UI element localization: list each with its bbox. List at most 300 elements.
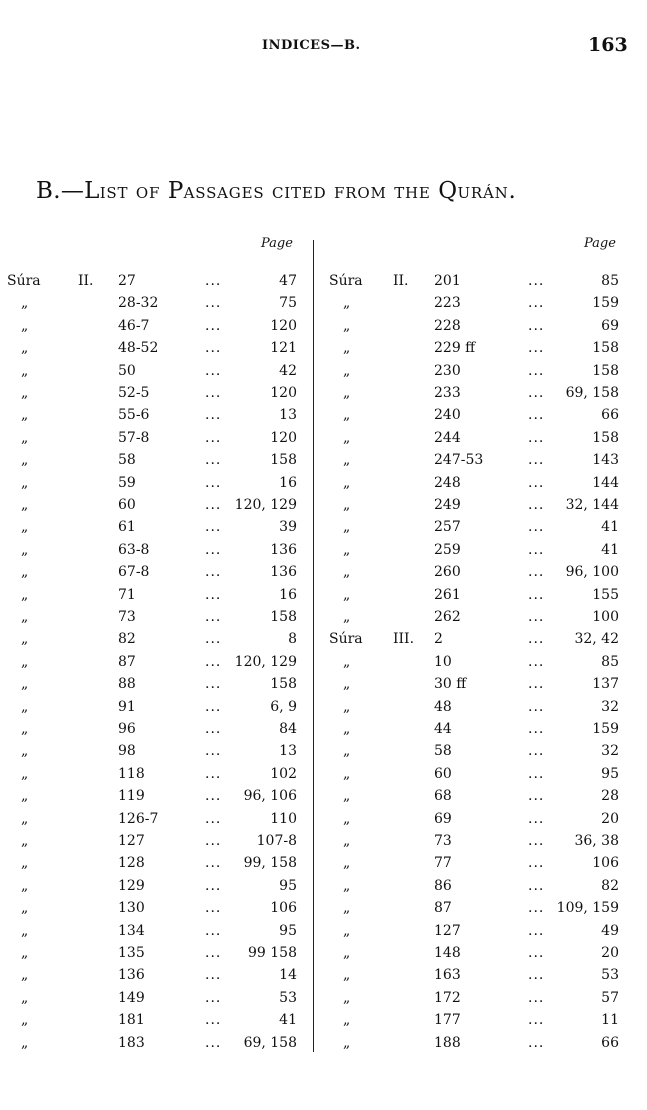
verse-ref: 177 (434, 1012, 461, 1029)
sura-label: „ (21, 788, 29, 805)
sura-label: „ (343, 1012, 351, 1029)
verse-ref: 10 (434, 653, 452, 670)
sura-label: „ (343, 407, 351, 424)
sura-label: „ (343, 900, 351, 917)
page-ref: 53 (601, 967, 619, 984)
sura-label: „ (21, 721, 29, 737)
leader-dots: ... (205, 1034, 222, 1051)
verse-ref: 60 (434, 765, 452, 782)
verse-ref: 87 (434, 900, 452, 917)
page-ref: 53 (279, 989, 297, 1006)
verse-ref: 55-6 (118, 407, 150, 424)
sura-label: „ (21, 1034, 29, 1051)
leader-dots: ... (528, 765, 545, 782)
page-ref: 11 (601, 1012, 619, 1029)
sura-label: „ (343, 833, 351, 849)
leader-dots: ... (528, 452, 545, 469)
leader-dots: ... (528, 340, 545, 357)
verse-ref: 229 ff (434, 340, 476, 357)
leader-dots: ... (205, 631, 222, 648)
page-ref: 16 (279, 474, 297, 491)
leader-dots: ... (205, 519, 222, 536)
sura-label: „ (21, 497, 29, 513)
verse-ref: 126-7 (118, 810, 159, 827)
sura-label: „ (343, 855, 351, 872)
sura-label: „ (343, 586, 351, 603)
page-ref: 82 (601, 877, 619, 894)
index-row (0, 852, 647, 874)
sura-label: „ (343, 340, 351, 357)
page-ref: 95 (279, 922, 297, 939)
sura-label: „ (343, 295, 351, 312)
leader-dots: ... (205, 474, 222, 491)
page-ref: 6, 9 (270, 698, 297, 715)
verse-ref: 128 (118, 855, 145, 872)
page-ref: 85 (601, 273, 619, 289)
sura-label: „ (21, 900, 29, 917)
verse-ref: 73 (118, 609, 136, 625)
index-row (0, 606, 647, 628)
page-ref: 136 (270, 541, 297, 558)
page-ref: 96, 100 (565, 564, 619, 581)
verse-ref: 135 (118, 945, 145, 961)
sura-label: „ (343, 541, 351, 558)
verse-ref: 201 (434, 273, 461, 289)
leader-dots: ... (528, 989, 545, 1006)
verse-ref: 98 (118, 743, 136, 760)
page-ref: 106 (270, 900, 297, 917)
page-ref: 158 (270, 676, 297, 693)
verse-ref: 172 (434, 989, 461, 1006)
sura-label: „ (21, 340, 29, 357)
leader-dots: ... (528, 788, 545, 805)
page-ref: 106 (592, 855, 619, 872)
left-page-column-header: Page (261, 236, 293, 251)
page-ref: 14 (279, 967, 297, 984)
index-row (0, 740, 647, 762)
sura-label: „ (21, 362, 29, 379)
verse-ref: 261 (434, 586, 461, 603)
page-ref: 66 (601, 407, 619, 424)
verse-ref: 91 (118, 698, 136, 715)
sura-label: „ (21, 922, 29, 939)
page-ref: 158 (270, 609, 297, 625)
leader-dots: ... (528, 721, 545, 737)
leader-dots: ... (205, 653, 222, 670)
index-row (0, 584, 647, 606)
sura-label: „ (21, 519, 29, 536)
sura-label: „ (21, 743, 29, 760)
sura-label: „ (343, 877, 351, 894)
leader-dots: ... (528, 698, 545, 715)
verse-ref: 82 (118, 631, 136, 648)
index-row (0, 897, 647, 919)
sura-label: „ (343, 967, 351, 984)
page-ref: 99 158 (248, 945, 297, 961)
page-ref: 109, 159 (556, 900, 619, 917)
sura-label: „ (343, 743, 351, 760)
page-ref: 159 (592, 721, 619, 737)
sura-label: „ (343, 564, 351, 581)
leader-dots: ... (205, 922, 222, 939)
page-ref: 120, 129 (234, 497, 297, 513)
page-ref: 49 (601, 922, 619, 939)
leader-dots: ... (528, 519, 545, 536)
page-ref: 120 (270, 429, 297, 446)
page-ref: 155 (592, 586, 619, 603)
page-ref: 36, 38 (574, 833, 619, 849)
page-ref: 96, 106 (243, 788, 297, 805)
verse-ref: 61 (118, 519, 136, 536)
page-ref: 143 (592, 452, 619, 469)
leader-dots: ... (528, 429, 545, 446)
leader-dots: ... (528, 497, 545, 513)
index-row (0, 516, 647, 538)
verse-ref: 68 (434, 788, 452, 805)
leader-dots: ... (528, 900, 545, 917)
leader-dots: ... (528, 407, 545, 424)
verse-ref: 96 (118, 721, 136, 737)
verse-ref: 67-8 (118, 564, 150, 581)
index-row (0, 763, 647, 785)
sura-label: „ (21, 653, 29, 670)
sura-label: „ (343, 653, 351, 670)
leader-dots: ... (528, 295, 545, 312)
leader-dots: ... (528, 273, 545, 289)
index-row (0, 718, 647, 740)
page-ref: 110 (270, 810, 297, 827)
leader-dots: ... (528, 743, 545, 760)
leader-dots: ... (205, 497, 222, 513)
sura-label: „ (21, 452, 29, 469)
index-row (0, 808, 647, 830)
verse-ref: 148 (434, 945, 461, 961)
verse-ref: 129 (118, 877, 145, 894)
leader-dots: ... (528, 855, 545, 872)
leader-dots: ... (528, 1034, 545, 1051)
sura-label: „ (21, 810, 29, 827)
index-row (0, 404, 647, 426)
leader-dots: ... (205, 609, 222, 625)
leader-dots: ... (528, 586, 545, 603)
leader-dots: ... (205, 721, 222, 737)
verse-ref: 163 (434, 967, 461, 984)
leader-dots: ... (205, 989, 222, 1006)
leader-dots: ... (205, 317, 222, 334)
verse-ref: 50 (118, 362, 136, 379)
leader-dots: ... (528, 877, 545, 894)
page-ref: 20 (601, 945, 619, 961)
index-row (0, 382, 647, 404)
leader-dots: ... (205, 788, 222, 805)
page-ref: 42 (279, 362, 297, 379)
verse-ref: 86 (434, 877, 452, 894)
index-row (0, 449, 647, 471)
leader-dots: ... (205, 945, 222, 961)
page-ref: 136 (270, 564, 297, 581)
page-ref: 32, 42 (574, 631, 619, 648)
page-ref: 32, 144 (565, 497, 619, 513)
sura-label: „ (343, 989, 351, 1006)
verse-ref: 87 (118, 653, 136, 670)
leader-dots: ... (528, 317, 545, 334)
sura-label: „ (21, 833, 29, 849)
verse-ref: 259 (434, 541, 461, 558)
verse-ref: 48 (434, 698, 452, 715)
leader-dots: ... (528, 631, 545, 648)
leader-dots: ... (528, 362, 545, 379)
sura-label: „ (21, 1012, 29, 1029)
leader-dots: ... (528, 609, 545, 625)
verse-ref: 149 (118, 989, 145, 1006)
page-ref: 32 (601, 743, 619, 760)
verse-ref: 73 (434, 833, 452, 849)
verse-ref: 52-5 (118, 385, 150, 401)
sura-label: „ (343, 945, 351, 961)
sura-label: „ (343, 519, 351, 536)
verse-ref: 244 (434, 429, 461, 446)
leader-dots: ... (528, 564, 545, 581)
sura-label: „ (21, 967, 29, 984)
page-ref: 158 (270, 452, 297, 469)
sura-label: „ (21, 586, 29, 603)
sura-label: „ (21, 564, 29, 581)
verse-ref: 48-52 (118, 340, 159, 357)
leader-dots: ... (528, 541, 545, 558)
leader-dots: ... (205, 452, 222, 469)
page-ref: 121 (270, 340, 297, 357)
sura-label: „ (343, 765, 351, 782)
verse-ref: 119 (118, 788, 145, 805)
sura-number: II. (78, 273, 94, 289)
verse-ref: 69 (434, 810, 452, 827)
page-ref: 69, 158 (243, 1034, 297, 1051)
leader-dots: ... (205, 810, 222, 827)
page-ref: 20 (601, 810, 619, 827)
page-ref: 41 (279, 1012, 297, 1029)
right-page-column-header: Page (584, 236, 616, 251)
verse-ref: 134 (118, 922, 145, 939)
leader-dots: ... (205, 273, 222, 289)
page-ref: 69 (601, 317, 619, 334)
sura-label: „ (21, 429, 29, 446)
sura-label: Súra (329, 273, 363, 289)
page-ref: 85 (601, 653, 619, 670)
sura-label: „ (343, 317, 351, 334)
sura-label: „ (343, 385, 351, 401)
leader-dots: ... (205, 385, 222, 401)
sura-label: „ (21, 676, 29, 693)
index-row (0, 673, 647, 695)
verse-ref: 240 (434, 407, 461, 424)
leader-dots: ... (205, 564, 222, 581)
page-ref: 84 (279, 721, 297, 737)
index-row (0, 785, 647, 807)
leader-dots: ... (528, 1012, 545, 1029)
leader-dots: ... (205, 743, 222, 760)
sura-label: „ (21, 877, 29, 894)
verse-ref: 228 (434, 317, 461, 334)
leader-dots: ... (528, 833, 545, 849)
verse-ref: 230 (434, 362, 461, 379)
verse-ref: 188 (434, 1034, 461, 1051)
verse-ref: 58 (434, 743, 452, 760)
page-ref: 120 (270, 317, 297, 334)
leader-dots: ... (205, 541, 222, 558)
index-row (0, 472, 647, 494)
leader-dots: ... (205, 765, 222, 782)
page-ref: 41 (601, 519, 619, 536)
sura-label: „ (21, 765, 29, 782)
sura-label: „ (343, 810, 351, 827)
page-ref: 158 (592, 340, 619, 357)
verse-ref: 118 (118, 765, 145, 782)
leader-dots: ... (528, 653, 545, 670)
leader-dots: ... (205, 407, 222, 424)
sura-number: III. (393, 631, 415, 648)
index-row (0, 270, 647, 292)
page-ref: 16 (279, 586, 297, 603)
sura-label: „ (343, 788, 351, 805)
page-ref: 99, 158 (243, 855, 297, 872)
index-row (0, 987, 647, 1009)
index-row (0, 830, 647, 852)
leader-dots: ... (205, 877, 222, 894)
page-ref: 57 (601, 989, 619, 1006)
sura-label: „ (21, 855, 29, 872)
verse-ref: 71 (118, 586, 136, 603)
verse-ref: 248 (434, 474, 461, 491)
sura-label: Súra (7, 273, 41, 289)
page-ref: 32 (601, 698, 619, 715)
sura-label: „ (21, 609, 29, 625)
leader-dots: ... (205, 362, 222, 379)
verse-ref: 88 (118, 676, 136, 693)
index-row (0, 1032, 647, 1054)
verse-ref: 262 (434, 609, 461, 625)
page-ref: 137 (592, 676, 619, 693)
page-ref: 158 (592, 362, 619, 379)
leader-dots: ... (205, 586, 222, 603)
leader-dots: ... (528, 945, 545, 961)
sura-label: „ (343, 609, 351, 625)
verse-ref: 2 (434, 631, 443, 648)
verse-ref: 58 (118, 452, 136, 469)
index-row (0, 1009, 647, 1031)
index-row (0, 337, 647, 359)
page-ref: 144 (592, 474, 619, 491)
sura-label: „ (343, 922, 351, 939)
leader-dots: ... (528, 676, 545, 693)
leader-dots: ... (528, 922, 545, 939)
leader-dots: ... (205, 967, 222, 984)
leader-dots: ... (205, 676, 222, 693)
sura-label: „ (343, 698, 351, 715)
sura-label: „ (343, 362, 351, 379)
leader-dots: ... (205, 855, 222, 872)
sura-label: „ (21, 698, 29, 715)
page-ref: 13 (279, 743, 297, 760)
page-ref: 39 (279, 519, 297, 536)
sura-label: „ (21, 474, 29, 491)
page-ref: 102 (270, 765, 297, 782)
page-header (0, 34, 647, 58)
verse-ref: 27 (118, 273, 136, 289)
verse-ref: 223 (434, 295, 461, 312)
page-ref: 66 (601, 1034, 619, 1051)
verse-ref: 28-32 (118, 295, 159, 312)
page-ref: 120 (270, 385, 297, 401)
page-ref: 13 (279, 407, 297, 424)
sura-label: „ (343, 676, 351, 693)
page-ref: 95 (279, 877, 297, 894)
running-head: INDICES—B. (262, 38, 361, 53)
sura-label: „ (343, 497, 351, 513)
verse-ref: 249 (434, 497, 461, 513)
verse-ref: 63-8 (118, 541, 150, 558)
verse-ref: 127 (118, 833, 145, 849)
page-ref: 107-8 (256, 833, 297, 849)
verse-ref: 60 (118, 497, 136, 513)
index-row (0, 875, 647, 897)
leader-dots: ... (528, 385, 545, 401)
verse-ref: 233 (434, 385, 461, 401)
index-row (0, 292, 647, 314)
index-row (0, 360, 647, 382)
verse-ref: 77 (434, 855, 452, 872)
index-row (0, 964, 647, 986)
page-ref: 158 (592, 429, 619, 446)
sura-label: „ (343, 429, 351, 446)
sura-label: „ (343, 721, 351, 737)
verse-ref: 181 (118, 1012, 145, 1029)
verse-ref: 130 (118, 900, 145, 917)
page-ref: 28 (601, 788, 619, 805)
leader-dots: ... (528, 474, 545, 491)
page-title: B.—LIST OF PASSAGES CITED FROM THE QURÁN. (36, 178, 517, 204)
page-ref: 120, 129 (234, 653, 297, 670)
sura-number: II. (393, 273, 409, 289)
sura-label: „ (343, 1034, 351, 1051)
page-ref: 95 (601, 765, 619, 782)
sura-label: Súra (329, 631, 363, 648)
page-ref: 159 (592, 295, 619, 312)
sura-label: „ (21, 631, 29, 648)
sura-label: „ (21, 407, 29, 424)
verse-ref: 59 (118, 474, 136, 491)
verse-ref: 30 ff (434, 676, 467, 693)
page-ref: 47 (279, 273, 297, 289)
verse-ref: 183 (118, 1034, 145, 1051)
verse-ref: 46-7 (118, 317, 150, 334)
verse-ref: 57-8 (118, 429, 150, 446)
page-ref: 69, 158 (565, 385, 619, 401)
index-row (0, 539, 647, 561)
verse-ref: 257 (434, 519, 461, 536)
index-row (0, 696, 647, 718)
sura-label: „ (343, 474, 351, 491)
index-row (0, 651, 647, 673)
sura-label: „ (21, 317, 29, 334)
sura-label: „ (21, 945, 29, 961)
leader-dots: ... (528, 810, 545, 827)
index-row (0, 920, 647, 942)
sura-label: „ (21, 541, 29, 558)
sura-label: „ (21, 295, 29, 312)
index-row (0, 494, 647, 516)
leader-dots: ... (528, 967, 545, 984)
leader-dots: ... (205, 340, 222, 357)
